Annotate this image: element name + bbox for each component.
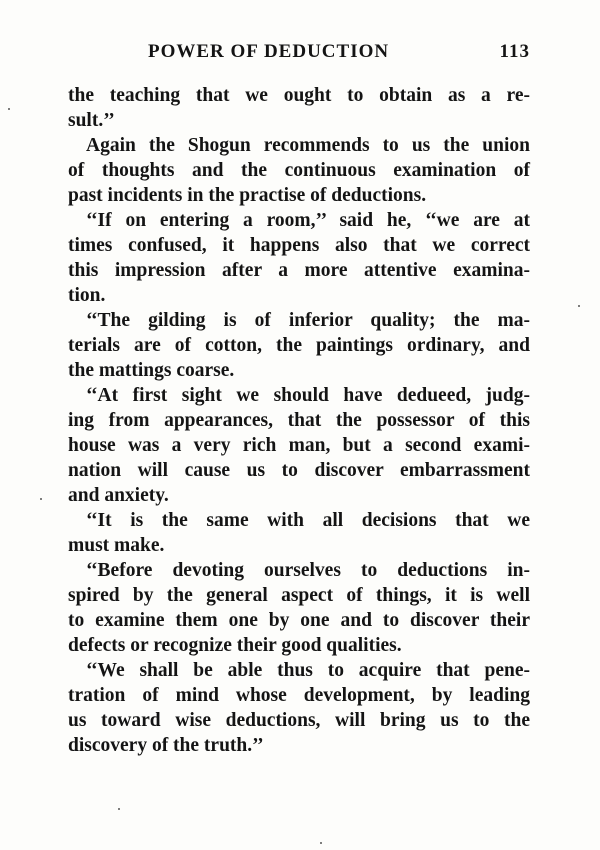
text-line: this impression after a more attentive examina- [68,260,530,281]
text-line: nation will cause us to discover embarrassment [68,460,530,481]
text-line: sult.’’ [68,110,115,131]
page-header [68,41,530,67]
scan-speck [8,108,10,110]
text-line: of thoughts and the continuous examination of [68,160,530,181]
paragraph [68,658,530,758]
text-line: spired by the general aspect of things, it is well [68,585,530,606]
text-line: to examine them one by one and to discover their [68,610,530,631]
page-number: 113 [499,41,530,62]
paragraph [68,308,530,383]
text-line: ‘‘If on entering a room,’’ said he, ‘‘we are at [86,210,530,231]
text-line: ‘‘Before devoting ourselves to deductions in- [86,560,530,581]
text-line: times confused, it happens also that we correct [68,235,530,256]
paragraph [68,208,530,308]
paragraph [68,133,530,208]
running-title: POWER OF DEDUCTION [148,41,390,62]
scan-speck [40,498,42,500]
text-line: discovery of the truth.’’ [68,735,264,756]
body-text [68,83,530,758]
text-line: defects or recognize their good qualities. [68,635,402,656]
paragraph [68,558,530,658]
text-line: ‘‘We shall be able thus to acquire that pene- [86,660,530,681]
text-line: ‘‘It is the same with all decisions that we [86,510,530,531]
text-line: us toward wise deductions, will bring us to the [68,710,530,731]
scan-speck [320,842,322,844]
paragraph [68,383,530,508]
text-line: Again the Shogun recommends to us the union [86,135,530,156]
text-line: past incidents in the practise of deductions. [68,185,427,206]
text-line: tion. [68,285,106,306]
text-line: house was a very rich man, but a second exami- [68,435,530,456]
scan-speck [578,305,580,307]
text-line: ing from appearances, that the possessor of this [68,410,530,431]
paragraph [68,508,530,558]
text-line: must make. [68,535,165,556]
scan-speck [118,808,120,810]
text-line: tration of mind whose development, by leading [68,685,530,706]
text-line: the teaching that we ought to obtain as a re- [68,85,530,106]
paragraph [68,83,530,133]
text-line: terials are of cotton, the paintings ordinary, and [68,335,530,356]
text-line: the mattings coarse. [68,360,235,381]
text-line: and anxiety. [68,485,169,506]
text-line: ‘‘At first sight we should have dedueed, judg- [86,385,530,406]
text-line: ‘‘The gilding is of inferior quality; the ma- [86,310,530,331]
